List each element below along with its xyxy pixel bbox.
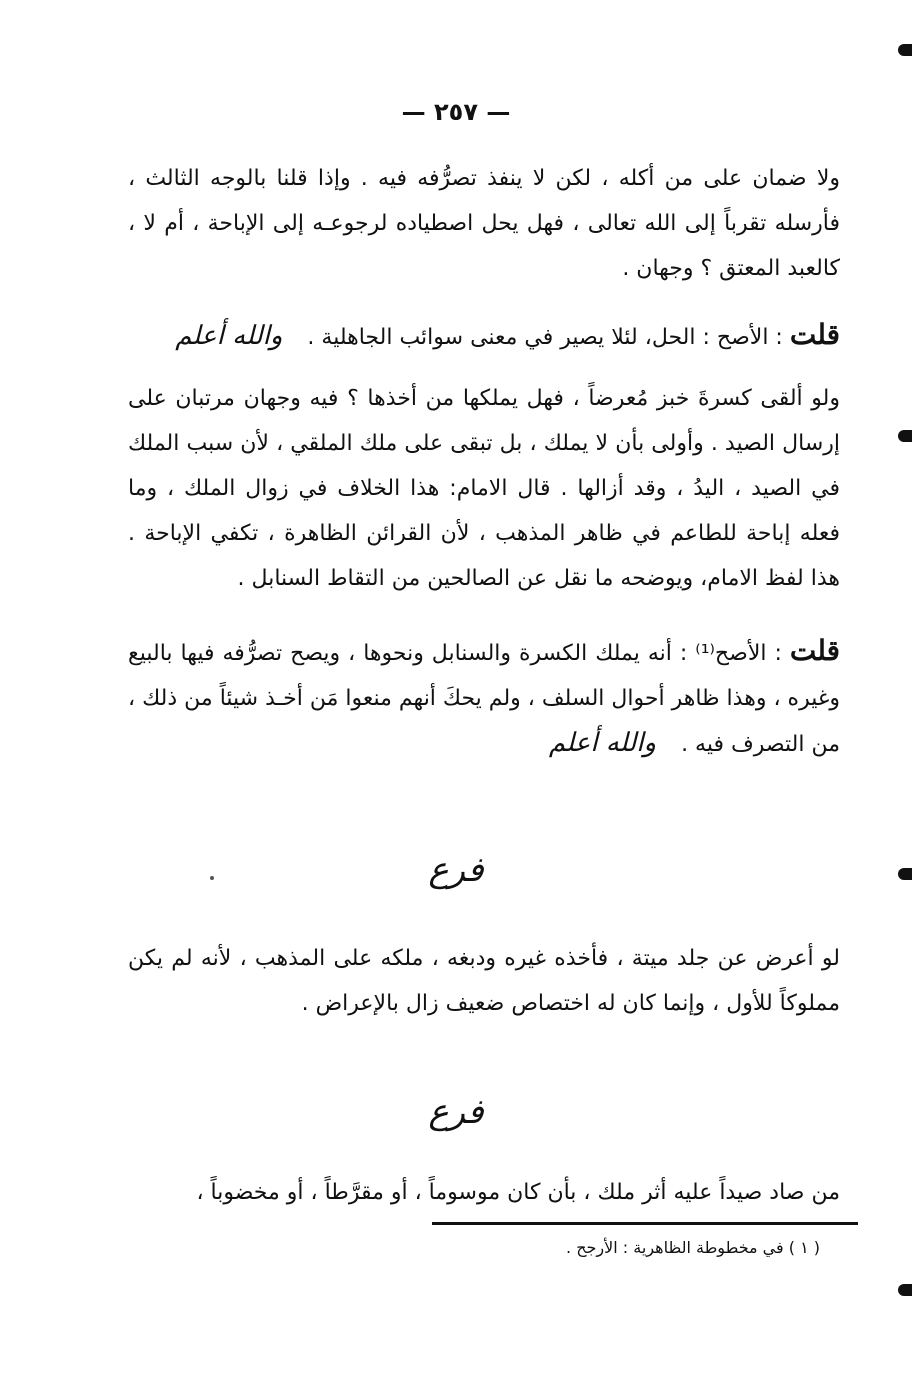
qult-2 xyxy=(128,628,840,767)
qult-2-text: : الأصح⁽¹⁾ : أنه يملك الكسرة والسنابل ونحوها ، ويصح تصرُّفه فيها بالبيع وغيره ، وهذا ظاهر أحوال السلف ، ولم يحكَ أنهم منعوا مَن أخـذ شيئاً من ذلك ، من التصرف فيه . xyxy=(128,641,840,757)
edge-mark xyxy=(898,44,912,56)
paragraph-2-text: ولو ألقى كسرةَ خبز مُعرضاً ، فهل يملكها من أخذها ؟ فيه وجهان مرتبان على إرسال الصيد . وأولى بأن لا يملك ، بل تبقى على ملك الملقي ، لأن سبب الملك في الصيد ، اليدُ ، وقد أزالها . قال الامام: هذا الخلاف في زوال الملك ، وما فعله إباحة للطاعم في ظاهر المذهب ، لأن القرائن الظاهرة ، تكفي الإباحة . هذا لفظ الامام، ويوضحه ما نقل عن الصالحين من التقاط السنابل . xyxy=(128,386,840,591)
qult-1 xyxy=(128,312,840,360)
paragraph-3-text: لو أعرض عن جلد ميتة ، فأخذه غيره ودبغه ، ملكه على المذهب ، لأنه لم يكن مملوكاً للأول ، وإنما كان له اختصاص ضعيف زال بالإعراض . xyxy=(128,946,840,1016)
section-heading-1: فرع xyxy=(428,850,484,890)
footnote-rule xyxy=(432,1222,858,1225)
paragraph-4-text: من صاد صيداً عليه أثر ملك ، بأن كان موسوماً ، أو مقرَّطاً ، أو مخضوباً ، xyxy=(196,1180,840,1205)
page-number: — ٢٥٧ — xyxy=(401,98,511,126)
qult-2-label: قلت xyxy=(789,634,841,667)
paragraph-1-text: ولا ضمان على من أكله ، لكن لا ينفذ تصرُّفه فيه . وإذا قلنا بالوجه الثالث ، فأرسله تقرباً إلى الله تعالى ، فهل يحل اصطياده لرجوعـه إلى الإباحة ، أم لا ، كالعبد المعتق ؟ وجهان . xyxy=(128,166,840,281)
paragraph-4 xyxy=(128,1170,840,1215)
edge-mark xyxy=(898,1284,912,1296)
section-heading-2: فرع xyxy=(428,1092,484,1132)
edge-mark xyxy=(898,430,912,442)
paragraph-3 xyxy=(128,936,840,1026)
qult-2-signature: والله أعلم xyxy=(548,728,657,758)
paragraph-1 xyxy=(128,156,840,291)
qult-1-label: قلت xyxy=(789,318,840,351)
qult-1-text: : الأصح : الحل، لئلا يصير في معنى سوائب الجاهلية . xyxy=(307,325,790,350)
footnote: ( ١ ) في مخطوطة الظاهرية : الأرجح . xyxy=(566,1238,820,1257)
paragraph-2 xyxy=(128,376,840,601)
qult-1-signature: والله أعلم xyxy=(175,321,283,351)
edge-mark xyxy=(898,868,912,880)
scan-speck xyxy=(210,876,214,880)
